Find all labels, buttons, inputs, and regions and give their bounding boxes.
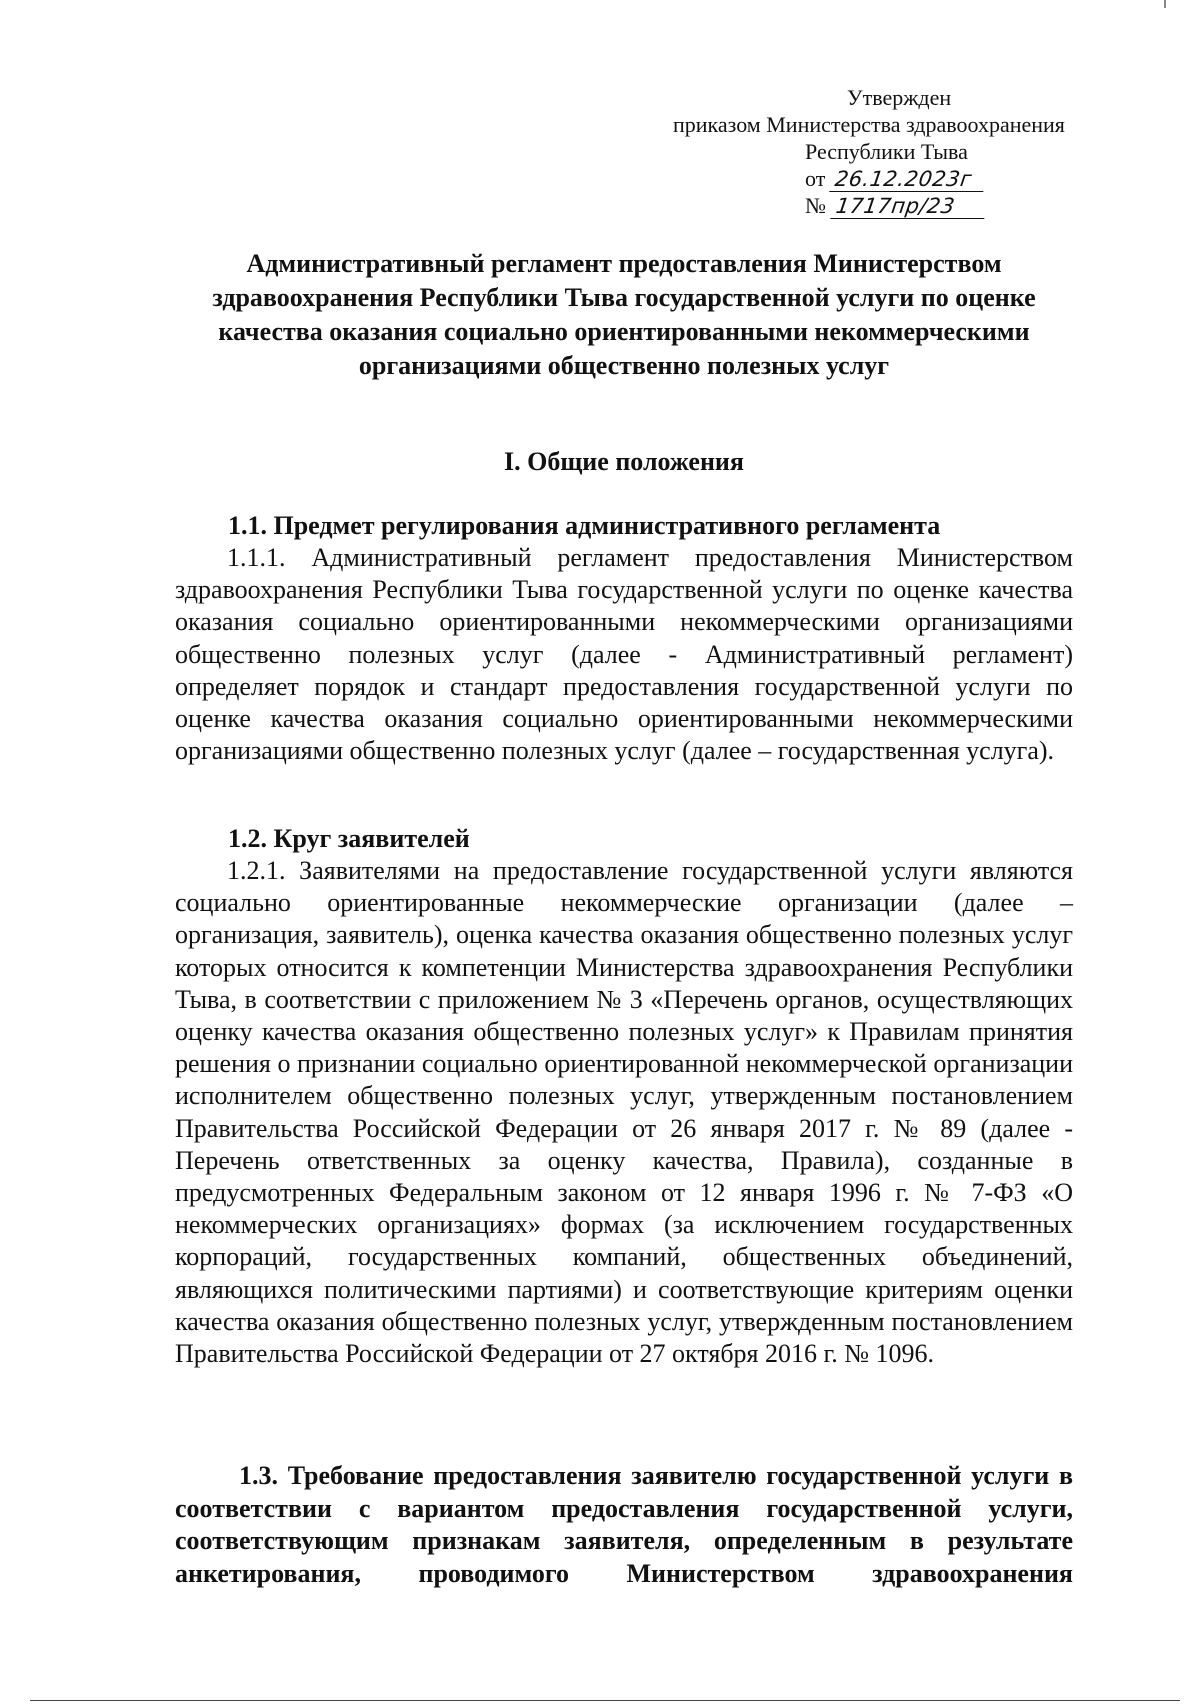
document-title: Административный регламент предоставления Министерством здравоохранения Республики Тыва государственной услуги по оценке качества оказания социально ориентированными некоммерческими организациями общественно полезных услуг <box>212 249 1036 380</box>
approval-number <box>673 192 1143 219</box>
paragraph-1-2-1: 1.2.1. Заявителями на предоставление государственной услуги являются социально ориентированные некоммерческие организации (далее – организация, заявитель), оценка качества оказания общественно полезных услуг которых относится к компетенции Министерства здравоохранения Республики Тыва, в соответствии с приложением № 3 «Перечень органов, осуществляющих оценку качества оказания общественно полезных услуг» к Правилам принятия решения о признании социально ориентированной некоммерческой организации исполнителем общественно полезных услуг, утвержденным постановлением Правительства Российской Федерации от 26 января 2017 г. № 89 (далее - Перечень ответственных за оценку качества, Правила), созданные в предусмотренных Федеральным законом от 12 января 1996 г. № 7-ФЗ «О некоммерческих организациях» формах (за исключением государственных корпораций, государственных компаний, общественных объединений, являющихся политическими партиями) и соответствующие критериям оценки качества оказания общественно полезных услуг, утвержденным постановлением Правительства Российской Федерации от 27 октября 2016 г. № 1096. <box>175 856 1073 1369</box>
subsection-heading-1-2: 1.2. Круг заявителей <box>228 824 470 853</box>
section-heading-general: I. Общие положения <box>504 447 744 476</box>
approval-line-order: приказом Министерства здравоохранения <box>673 112 1065 137</box>
approval-date-prefix: от <box>805 166 826 191</box>
handwritten-number: 1717пр/23 <box>830 194 988 219</box>
subsection-heading-1-3: 1.3. Требование предоставления заявителю государственной услуги в соответствии с вариантом предоставления государственной услуги, соответствующим признакам заявителя, определенным в результате анкетирования, проводимого Министерством здравоохранения <box>175 1461 1073 1588</box>
page-bottom-line <box>30 1700 1180 1701</box>
paragraph-1-1-1: 1.1.1. Административный регламент предоставления Министерством здравоохранения Республики Тыва государственной услуги по оценке качества оказания социально ориентированными некоммерческими организациями общественно полезных услуг (далее - Административный регламент) определяет порядок и стандарт предоставления государственной услуги по оценке качества оказания социально ориентированными некоммерческими организациями общественно полезных услуг (далее – государственная услуга). <box>175 543 1073 766</box>
handwritten-date: 26.12.2023г <box>829 167 987 192</box>
approval-line-republic: Республики Тыва <box>805 139 968 164</box>
subsection-heading-1-1: 1.1. Предмет регулирования административного регламента <box>228 511 941 540</box>
approval-date <box>673 165 1143 192</box>
approval-line-approved: Утвержден <box>847 85 952 110</box>
approval-number-prefix: № <box>805 193 826 218</box>
approval-stamp <box>673 84 1143 219</box>
scan-edge-mark <box>1164 0 1166 8</box>
